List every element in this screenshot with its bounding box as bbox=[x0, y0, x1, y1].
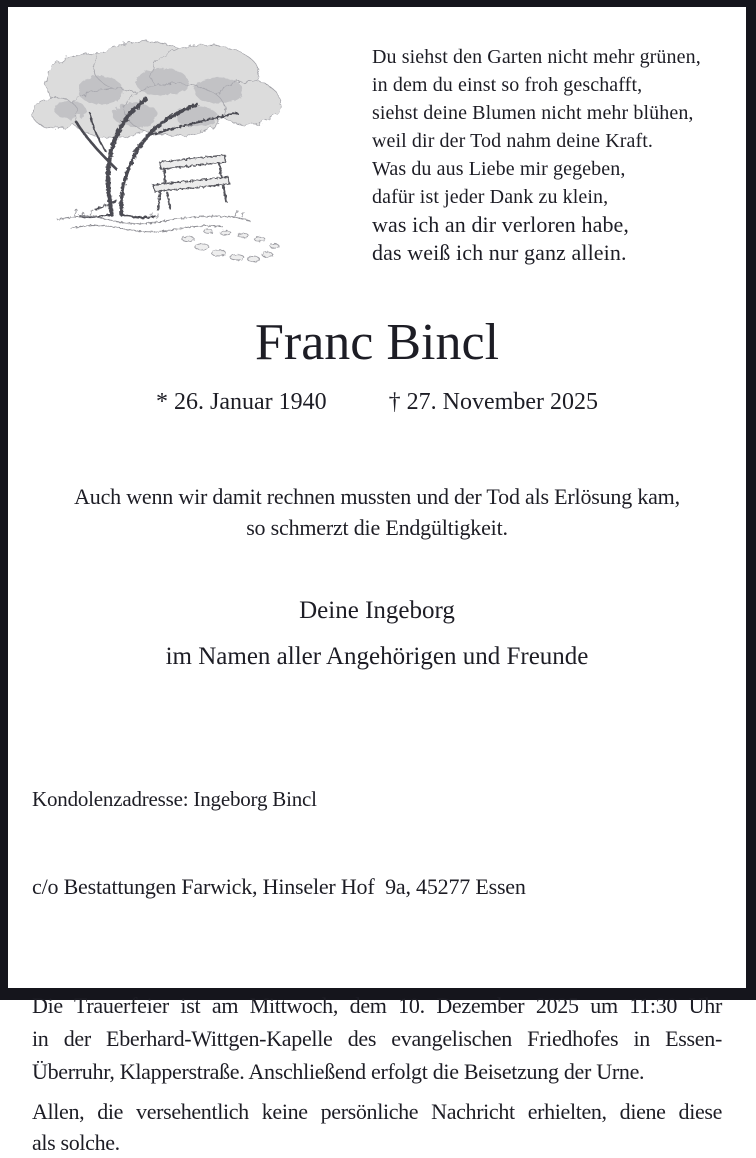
tree-bench-sketch-icon bbox=[22, 29, 284, 283]
condolence-address bbox=[8, 727, 746, 959]
funeral-line: Die Trauerfeier ist am Mittwoch, dem 10. Dezember 2025 um 11:30 Uhr bbox=[32, 993, 722, 1018]
signature-primary: Deine Ingeborg bbox=[299, 597, 455, 624]
funeral-line: Überruhr, Klapperstraße. Anschließend erfolgt die Beisetzung der Urne. bbox=[32, 1059, 645, 1084]
poem-line: dafür ist jeder Dank zu klein, bbox=[372, 186, 609, 208]
mourning-message-line: so schmerzt die Endgültigkeit. bbox=[246, 515, 508, 540]
condolence-line: c/o Bestattungen Farwick, Hinseler Hof 9a, 45277 Essen bbox=[32, 874, 526, 899]
birth-date: * 26. Januar 1940 bbox=[156, 389, 327, 415]
tree-bench-illustration bbox=[22, 29, 284, 283]
closing-line: Allen, die versehentlich keine persönliche Nachricht erhielten, diene diese bbox=[32, 1099, 722, 1124]
closing-line: als solche. bbox=[32, 1130, 120, 1155]
deceased-name: Franc Bincl bbox=[254, 314, 500, 371]
mourning-message-line: Auch wenn wir damit rechnen mussten und der Tod als Erlösung kam, bbox=[74, 484, 680, 509]
poem-line: Du siehst den Garten nicht mehr grünen, bbox=[372, 46, 701, 68]
closing-note bbox=[8, 1096, 746, 1158]
poem-line: siehst deine Blumen nicht mehr blühen, bbox=[372, 102, 694, 124]
poem-line: was ich an dir verloren habe, bbox=[372, 212, 630, 237]
condolence-line: Kondolenzadresse: Ingeborg Bincl bbox=[32, 787, 317, 811]
poem-line: weil dir der Tod nahm deine Kraft. bbox=[372, 130, 653, 152]
funeral-line: in der Eberhard-Wittgen-Kapelle des evangelischen Friedhofes in Essen- bbox=[32, 1026, 722, 1051]
death-date: † 27. November 2025 bbox=[388, 389, 598, 415]
header-row bbox=[8, 29, 746, 283]
poem-line: in dem du einst so froh geschafft, bbox=[372, 74, 643, 96]
mourning-message bbox=[8, 481, 746, 543]
funeral-details bbox=[8, 989, 746, 1088]
life-dates bbox=[8, 387, 746, 417]
poem bbox=[372, 43, 720, 283]
poem-line: Was du aus Liebe mir gegeben, bbox=[372, 158, 626, 180]
signature-secondary: im Namen aller Angehörigen und Freunde bbox=[165, 643, 589, 670]
poem-line: das weiß ich nur ganz allein. bbox=[372, 240, 627, 265]
